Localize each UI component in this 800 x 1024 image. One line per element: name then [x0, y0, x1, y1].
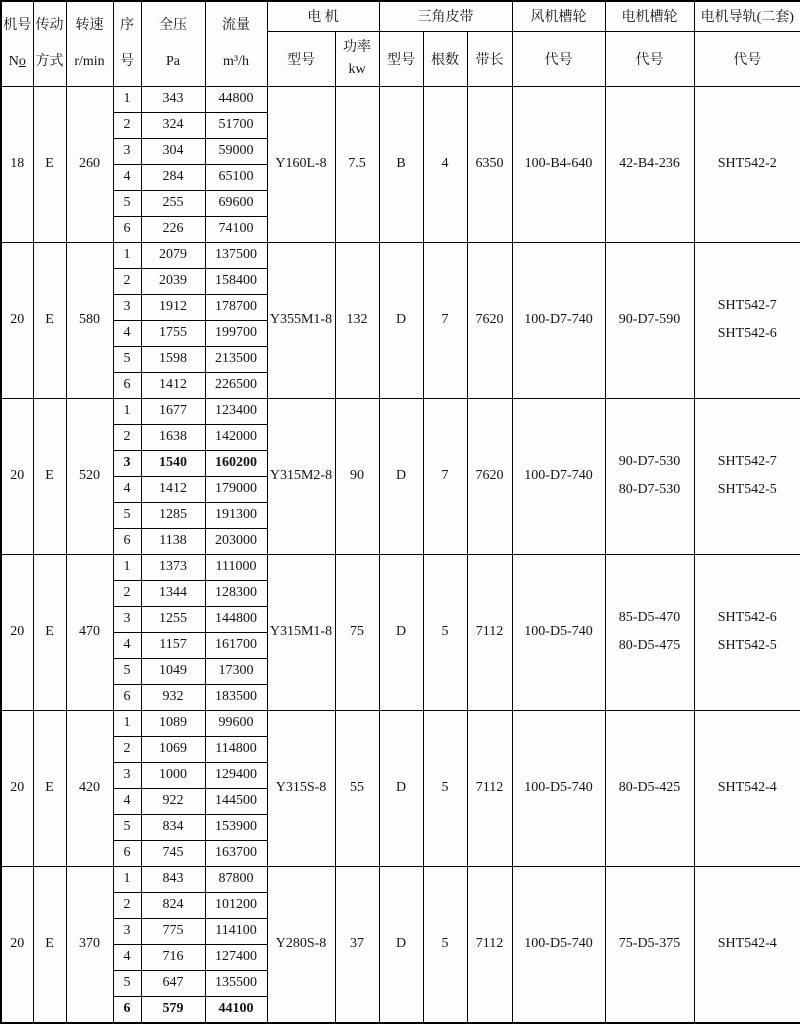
cell-speed: 370	[66, 866, 113, 1023]
cell-pressure: 1000	[141, 762, 205, 788]
table-row	[1, 398, 800, 424]
cell-motor-pulley-code	[605, 554, 694, 710]
cell-pressure: 1412	[141, 476, 205, 502]
cell-seq: 4	[113, 320, 141, 346]
cell-flow: 144800	[205, 606, 267, 632]
cell-pressure: 1912	[141, 294, 205, 320]
cell-pressure: 1344	[141, 580, 205, 606]
cell-rail-code-line: SHT542-6	[695, 604, 800, 632]
cell-pressure: 1049	[141, 658, 205, 684]
cell-flow: 158400	[205, 268, 267, 294]
cell-belt-length: 7620	[467, 398, 512, 554]
table-row	[1, 866, 800, 892]
table-row	[1, 242, 800, 268]
cell-seq: 1	[113, 86, 141, 112]
cell-motor-model: Y315S-8	[267, 710, 335, 866]
cell-pressure: 1540	[141, 450, 205, 476]
cell-flow: 69600	[205, 190, 267, 216]
cell-machine-no: 20	[1, 398, 33, 554]
col-header-fan-pulley-group: 风机槽轮	[512, 1, 605, 31]
cell-drive-mode: E	[33, 398, 66, 554]
cell-pressure: 324	[141, 112, 205, 138]
cell-pressure: 2039	[141, 268, 205, 294]
cell-fan-pulley-code-line: 100-D7-740	[513, 462, 605, 490]
cell-motor-model: Y280S-8	[267, 866, 335, 1023]
col-header-motor-pulley-code: 代号	[605, 31, 694, 86]
cell-seq: 1	[113, 398, 141, 424]
cell-flow: 179000	[205, 476, 267, 502]
cell-motor-model: Y355M1-8	[267, 242, 335, 398]
cell-seq: 5	[113, 190, 141, 216]
cell-seq: 2	[113, 892, 141, 918]
cell-rail-code	[694, 710, 800, 866]
flow-label-unit: m³/h	[206, 44, 267, 80]
cell-pressure: 255	[141, 190, 205, 216]
cell-machine-no: 18	[1, 86, 33, 242]
cell-pressure: 824	[141, 892, 205, 918]
cell-seq: 6	[113, 372, 141, 398]
pressure-label-unit: Pa	[142, 44, 205, 80]
cell-drive-mode: E	[33, 710, 66, 866]
cell-flow: 160200	[205, 450, 267, 476]
cell-rail-code-line: SHT542-7	[695, 292, 800, 320]
power-label-cn: 功率	[336, 37, 379, 59]
cell-belt-model: D	[379, 242, 423, 398]
cell-machine-no: 20	[1, 866, 33, 1023]
cell-flow: 114800	[205, 736, 267, 762]
cell-rail-code	[694, 86, 800, 242]
cell-flow: 163700	[205, 840, 267, 866]
cell-seq: 2	[113, 580, 141, 606]
cell-pressure: 1089	[141, 710, 205, 736]
cell-seq: 1	[113, 866, 141, 892]
cell-pressure: 1677	[141, 398, 205, 424]
cell-machine-no: 20	[1, 242, 33, 398]
drive-label-line1: 传动	[34, 8, 66, 44]
cell-flow: 135500	[205, 970, 267, 996]
cell-belt-model: D	[379, 398, 423, 554]
cell-belt-length: 6350	[467, 86, 512, 242]
cell-pressure: 1255	[141, 606, 205, 632]
cell-pressure: 579	[141, 996, 205, 1023]
pressure-label-cn: 全压	[142, 8, 205, 44]
cell-motor-pulley-code	[605, 86, 694, 242]
cell-flow: 128300	[205, 580, 267, 606]
cell-drive-mode: E	[33, 242, 66, 398]
cell-speed: 520	[66, 398, 113, 554]
cell-motor-pulley-code	[605, 398, 694, 554]
cell-flow: 183500	[205, 684, 267, 710]
cell-pressure: 932	[141, 684, 205, 710]
cell-rail-code	[694, 554, 800, 710]
speed-label-unit: r/min	[67, 44, 113, 80]
seq-label-line1: 序	[114, 8, 141, 44]
cell-belt-count: 5	[423, 710, 467, 866]
table-row	[1, 86, 800, 112]
cell-seq: 3	[113, 294, 141, 320]
cell-belt-model: B	[379, 86, 423, 242]
cell-seq: 4	[113, 944, 141, 970]
cell-drive-mode: E	[33, 554, 66, 710]
cell-flow: 59000	[205, 138, 267, 164]
cell-motor-power: 7.5	[335, 86, 379, 242]
cell-flow: 226500	[205, 372, 267, 398]
col-header-rail-group: 电机导轨(二套)	[694, 1, 800, 31]
cell-rail-code-line: SHT542-7	[695, 448, 800, 476]
cell-seq: 3	[113, 138, 141, 164]
cell-rail-code-line: SHT542-5	[695, 476, 800, 504]
cell-rail-code	[694, 242, 800, 398]
col-header-flow	[205, 1, 267, 86]
cell-pressure: 922	[141, 788, 205, 814]
cell-fan-pulley-code	[512, 866, 605, 1023]
cell-motor-pulley-code	[605, 866, 694, 1023]
cell-seq: 2	[113, 112, 141, 138]
cell-seq: 6	[113, 216, 141, 242]
cell-flow: 74100	[205, 216, 267, 242]
cell-seq: 6	[113, 840, 141, 866]
cell-flow: 101200	[205, 892, 267, 918]
cell-seq: 1	[113, 710, 141, 736]
cell-pressure: 2079	[141, 242, 205, 268]
cell-seq: 5	[113, 970, 141, 996]
machine-no-label-cn: 机号	[2, 8, 33, 44]
cell-flow: 87800	[205, 866, 267, 892]
cell-motor-model: Y315M2-8	[267, 398, 335, 554]
col-header-belt-model: 型号	[379, 31, 423, 86]
cell-belt-count: 7	[423, 398, 467, 554]
cell-flow: 144500	[205, 788, 267, 814]
cell-seq: 6	[113, 684, 141, 710]
cell-seq: 3	[113, 762, 141, 788]
cell-pressure: 843	[141, 866, 205, 892]
header-group-row	[1, 1, 800, 31]
cell-seq: 5	[113, 814, 141, 840]
cell-seq: 3	[113, 606, 141, 632]
cell-drive-mode: E	[33, 866, 66, 1023]
cell-belt-count: 4	[423, 86, 467, 242]
cell-belt-length: 7620	[467, 242, 512, 398]
cell-speed: 470	[66, 554, 113, 710]
cell-seq: 1	[113, 242, 141, 268]
cell-belt-length: 7112	[467, 866, 512, 1023]
cell-speed: 260	[66, 86, 113, 242]
cell-flow: 137500	[205, 242, 267, 268]
cell-pressure: 834	[141, 814, 205, 840]
cell-belt-model: D	[379, 710, 423, 866]
cell-fan-pulley-code-line: 100-D5-740	[513, 930, 605, 958]
cell-speed: 420	[66, 710, 113, 866]
cell-seq: 5	[113, 346, 141, 372]
cell-motor-pulley-code-line: 90-D7-590	[606, 306, 694, 334]
cell-flow: 123400	[205, 398, 267, 424]
col-header-motor-pulley-group: 电机槽轮	[605, 1, 694, 31]
table-row	[1, 554, 800, 580]
cell-fan-pulley-code-line: 100-B4-640	[513, 150, 605, 178]
table-row	[1, 710, 800, 736]
cell-flow: 203000	[205, 528, 267, 554]
cell-pressure: 1157	[141, 632, 205, 658]
cell-motor-pulley-code-line: 42-B4-236	[606, 150, 694, 178]
cell-seq: 5	[113, 658, 141, 684]
cell-flow: 178700	[205, 294, 267, 320]
cell-belt-length: 7112	[467, 710, 512, 866]
cell-seq: 2	[113, 268, 141, 294]
cell-pressure: 1598	[141, 346, 205, 372]
cell-flow: 127400	[205, 944, 267, 970]
seq-label-line2: 号	[114, 44, 141, 80]
cell-belt-model: D	[379, 866, 423, 1023]
cell-pressure: 1638	[141, 424, 205, 450]
cell-flow: 129400	[205, 762, 267, 788]
col-header-motor-model: 型号	[267, 31, 335, 86]
cell-machine-no: 20	[1, 554, 33, 710]
cell-rail-code	[694, 866, 800, 1023]
cell-pressure: 343	[141, 86, 205, 112]
cell-fan-pulley-code-line: 100-D5-740	[513, 618, 605, 646]
cell-pressure: 716	[141, 944, 205, 970]
col-header-speed	[66, 1, 113, 86]
col-header-pressure	[141, 1, 205, 86]
cell-flow: 44100	[205, 996, 267, 1023]
cell-rail-code-line: SHT542-5	[695, 632, 800, 660]
cell-seq: 4	[113, 164, 141, 190]
cell-rail-code-line: SHT542-4	[695, 930, 800, 958]
cell-flow: 17300	[205, 658, 267, 684]
cell-motor-pulley-code-line: 90-D7-530	[606, 448, 694, 476]
cell-seq: 6	[113, 528, 141, 554]
cell-fan-pulley-code	[512, 710, 605, 866]
cell-motor-model: Y160L-8	[267, 86, 335, 242]
cell-motor-pulley-code-line: 80-D5-425	[606, 774, 694, 802]
col-header-rail-code: 代号	[694, 31, 800, 86]
cell-motor-power: 132	[335, 242, 379, 398]
cell-motor-pulley-code-line: 80-D5-475	[606, 632, 694, 660]
cell-pressure: 284	[141, 164, 205, 190]
cell-motor-power: 37	[335, 866, 379, 1023]
cell-pressure: 1412	[141, 372, 205, 398]
cell-pressure: 745	[141, 840, 205, 866]
cell-motor-pulley-code	[605, 710, 694, 866]
cell-flow: 161700	[205, 632, 267, 658]
cell-fan-pulley-code	[512, 398, 605, 554]
cell-seq: 4	[113, 632, 141, 658]
col-header-motor-group: 电 机	[267, 1, 379, 31]
cell-pressure: 1755	[141, 320, 205, 346]
cell-rail-code-line: SHT542-2	[695, 150, 800, 178]
cell-pressure: 1069	[141, 736, 205, 762]
col-header-belt-length: 带长	[467, 31, 512, 86]
cell-seq: 2	[113, 736, 141, 762]
cell-rail-code-line: SHT542-4	[695, 774, 800, 802]
cell-seq: 1	[113, 554, 141, 580]
cell-pressure: 1138	[141, 528, 205, 554]
col-header-belt-group: 三角皮带	[379, 1, 512, 31]
cell-pressure: 1373	[141, 554, 205, 580]
cell-flow: 111000	[205, 554, 267, 580]
cell-flow: 51700	[205, 112, 267, 138]
cell-flow: 213500	[205, 346, 267, 372]
cell-belt-count: 5	[423, 554, 467, 710]
table-body	[1, 86, 800, 1023]
cell-pressure: 1285	[141, 502, 205, 528]
col-header-fan-pulley-code: 代号	[512, 31, 605, 86]
cell-seq: 2	[113, 424, 141, 450]
cell-pressure: 647	[141, 970, 205, 996]
drive-label-line2: 方式	[34, 44, 66, 80]
cell-motor-pulley-code	[605, 242, 694, 398]
cell-drive-mode: E	[33, 86, 66, 242]
cell-motor-power: 90	[335, 398, 379, 554]
cell-pressure: 775	[141, 918, 205, 944]
col-header-seq	[113, 1, 141, 86]
cell-belt-count: 5	[423, 866, 467, 1023]
cell-flow: 153900	[205, 814, 267, 840]
col-header-drive-mode	[33, 1, 66, 86]
cell-machine-no: 20	[1, 710, 33, 866]
cell-fan-pulley-code	[512, 242, 605, 398]
cell-speed: 580	[66, 242, 113, 398]
speed-label-cn: 转速	[67, 8, 113, 44]
cell-seq: 4	[113, 476, 141, 502]
cell-motor-pulley-code-line: 80-D7-530	[606, 476, 694, 504]
power-label-unit: kw	[336, 59, 379, 81]
table-header	[1, 1, 800, 86]
cell-flow: 44800	[205, 86, 267, 112]
cell-seq: 6	[113, 996, 141, 1023]
cell-fan-pulley-code	[512, 86, 605, 242]
cell-belt-count: 7	[423, 242, 467, 398]
cell-flow: 199700	[205, 320, 267, 346]
cell-seq: 3	[113, 918, 141, 944]
cell-fan-pulley-code	[512, 554, 605, 710]
col-header-motor-power	[335, 31, 379, 86]
cell-motor-model: Y315M1-8	[267, 554, 335, 710]
cell-pressure: 304	[141, 138, 205, 164]
machine-no-label-abbr: No	[2, 44, 33, 80]
cell-fan-pulley-code-line: 100-D5-740	[513, 774, 605, 802]
cell-seq: 4	[113, 788, 141, 814]
cell-flow: 65100	[205, 164, 267, 190]
cell-flow: 142000	[205, 424, 267, 450]
cell-fan-pulley-code-line: 100-D7-740	[513, 306, 605, 334]
cell-motor-pulley-code-line: 75-D5-375	[606, 930, 694, 958]
cell-belt-model: D	[379, 554, 423, 710]
col-header-machine-no	[1, 1, 33, 86]
cell-motor-power: 55	[335, 710, 379, 866]
cell-motor-pulley-code-line: 85-D5-470	[606, 604, 694, 632]
cell-seq: 3	[113, 450, 141, 476]
cell-belt-length: 7112	[467, 554, 512, 710]
cell-rail-code	[694, 398, 800, 554]
cell-flow: 99600	[205, 710, 267, 736]
flow-label-cn: 流量	[206, 8, 267, 44]
cell-rail-code-line: SHT542-6	[695, 320, 800, 348]
cell-flow: 191300	[205, 502, 267, 528]
cell-seq: 5	[113, 502, 141, 528]
col-header-belt-count: 根数	[423, 31, 467, 86]
cell-pressure: 226	[141, 216, 205, 242]
cell-motor-power: 75	[335, 554, 379, 710]
cell-flow: 114100	[205, 918, 267, 944]
